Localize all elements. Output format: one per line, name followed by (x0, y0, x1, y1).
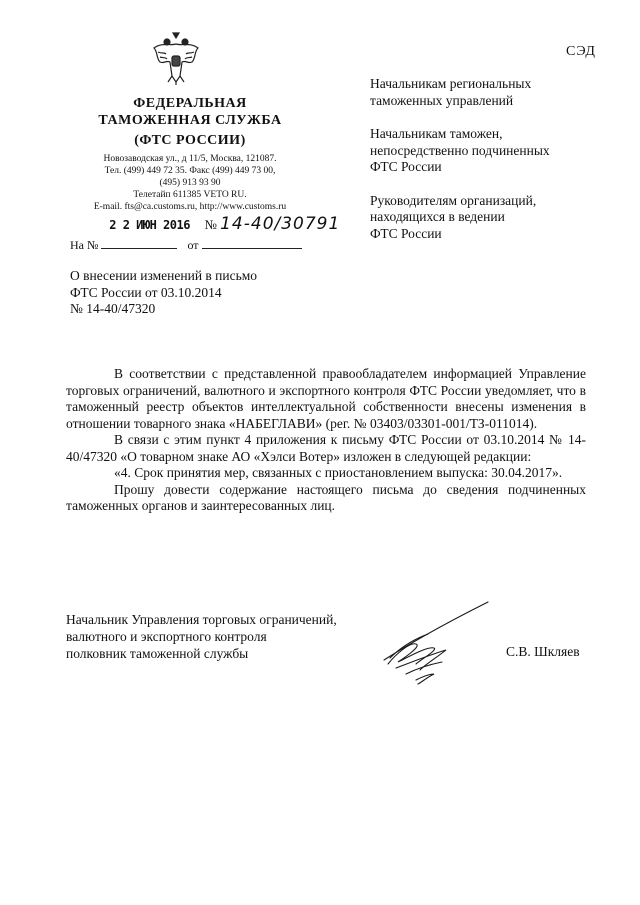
body-paragraph: В соответствии с представленной правообладателем информацией Управление торговых ограничений, валютного и экспортного контроля ФТС России уведомляет, что в таможенный реестр объектов интеллектуальной собственности внесены изменения в отношении товарного знака «НАБЕГЛАВИ» (рег. № 03403/03301-001/ТЗ-011014). (66, 366, 586, 431)
reply-date-blank (202, 238, 302, 249)
signatory-title (66, 611, 337, 662)
signatory-title-line: валютного и экспортного контроля (66, 629, 267, 644)
registration-number: 14-40/30791 (220, 214, 341, 234)
body-paragraph: Прошу довести содержание настоящего письма до сведения подчиненных таможенных органов и заинтересованных лиц. (66, 481, 586, 513)
org-address: Новозаводская ул., д 11/5, Москва, 121087. (103, 154, 277, 164)
addressee-block (370, 193, 610, 243)
reply-number-label: На № (70, 238, 99, 252)
addressee-block (370, 76, 610, 109)
org-phones: Тел. (499) 449 72 35. Факс (499) 449 73 00, (104, 166, 276, 176)
addressee-line: Начальникам таможен, (370, 126, 503, 141)
registration-date: 2 2 ИЮН 2016 (109, 218, 190, 232)
addressee-block (370, 126, 610, 176)
org-contacts (70, 153, 310, 213)
double-headed-eagle-emblem-icon (150, 30, 202, 86)
addressee-line: ФТС России (370, 225, 442, 241)
subject-line: О внесении изменений в письмо (70, 268, 258, 283)
reply-reference-line (70, 238, 302, 253)
org-email: E-mail. fts@ca.customs.ru, http://www.customs.ru (93, 202, 287, 212)
addressee-line: ФТС России (370, 159, 442, 174)
addressee-line: Руководителям организаций, (370, 192, 537, 208)
org-name-line1: ФЕДЕРАЛЬНАЯ (133, 96, 247, 111)
signer-name: С.В. Шкляев (506, 644, 580, 659)
reply-date-label: от (187, 238, 199, 252)
org-abbreviation: (ФТС РОССИИ) (134, 133, 246, 148)
registration-line (70, 214, 340, 234)
org-teletype: Телетайп 611385 VETO RU. (133, 190, 247, 200)
subject-line: № 14-40/47320 (70, 301, 156, 316)
org-name (70, 95, 310, 149)
org-name-line2: ТАМОЖЕННАЯ СЛУЖБА (98, 113, 282, 128)
letter-subject (70, 268, 257, 318)
addressee-line: таможенных управлений (370, 92, 514, 108)
registration-number-prefix: № (204, 217, 217, 232)
sed-mark: СЭД (566, 44, 596, 59)
addressees (370, 76, 610, 259)
addressee-line: непосредственно подчиненных (370, 142, 550, 158)
org-phones-2: (495) 913 93 90 (159, 178, 221, 188)
handwritten-signature-icon (376, 598, 496, 688)
body-paragraph: В связи с этим пункт 4 приложения к письму ФТС России от 03.10.2014 № 14-40/47320 «О товарном знаке АО «Хэлси Вотер» изложен в следующей редакции: (66, 432, 586, 464)
body-paragraph: «4. Срок принятия мер, связанных с приостановлением выпуска: 30.04.2017». (114, 465, 563, 480)
addressee-line: находящихся в ведении (370, 209, 505, 224)
signatory-title-line: полковник таможенной службы (66, 646, 249, 661)
letter-body (66, 366, 586, 515)
signatory-title-line: Начальник Управления торговых ограничений, (66, 612, 337, 627)
addressee-line: Начальникам региональных (370, 76, 532, 91)
reply-number-blank (101, 238, 177, 249)
subject-line: ФТС России от 03.10.2014 (70, 284, 222, 300)
